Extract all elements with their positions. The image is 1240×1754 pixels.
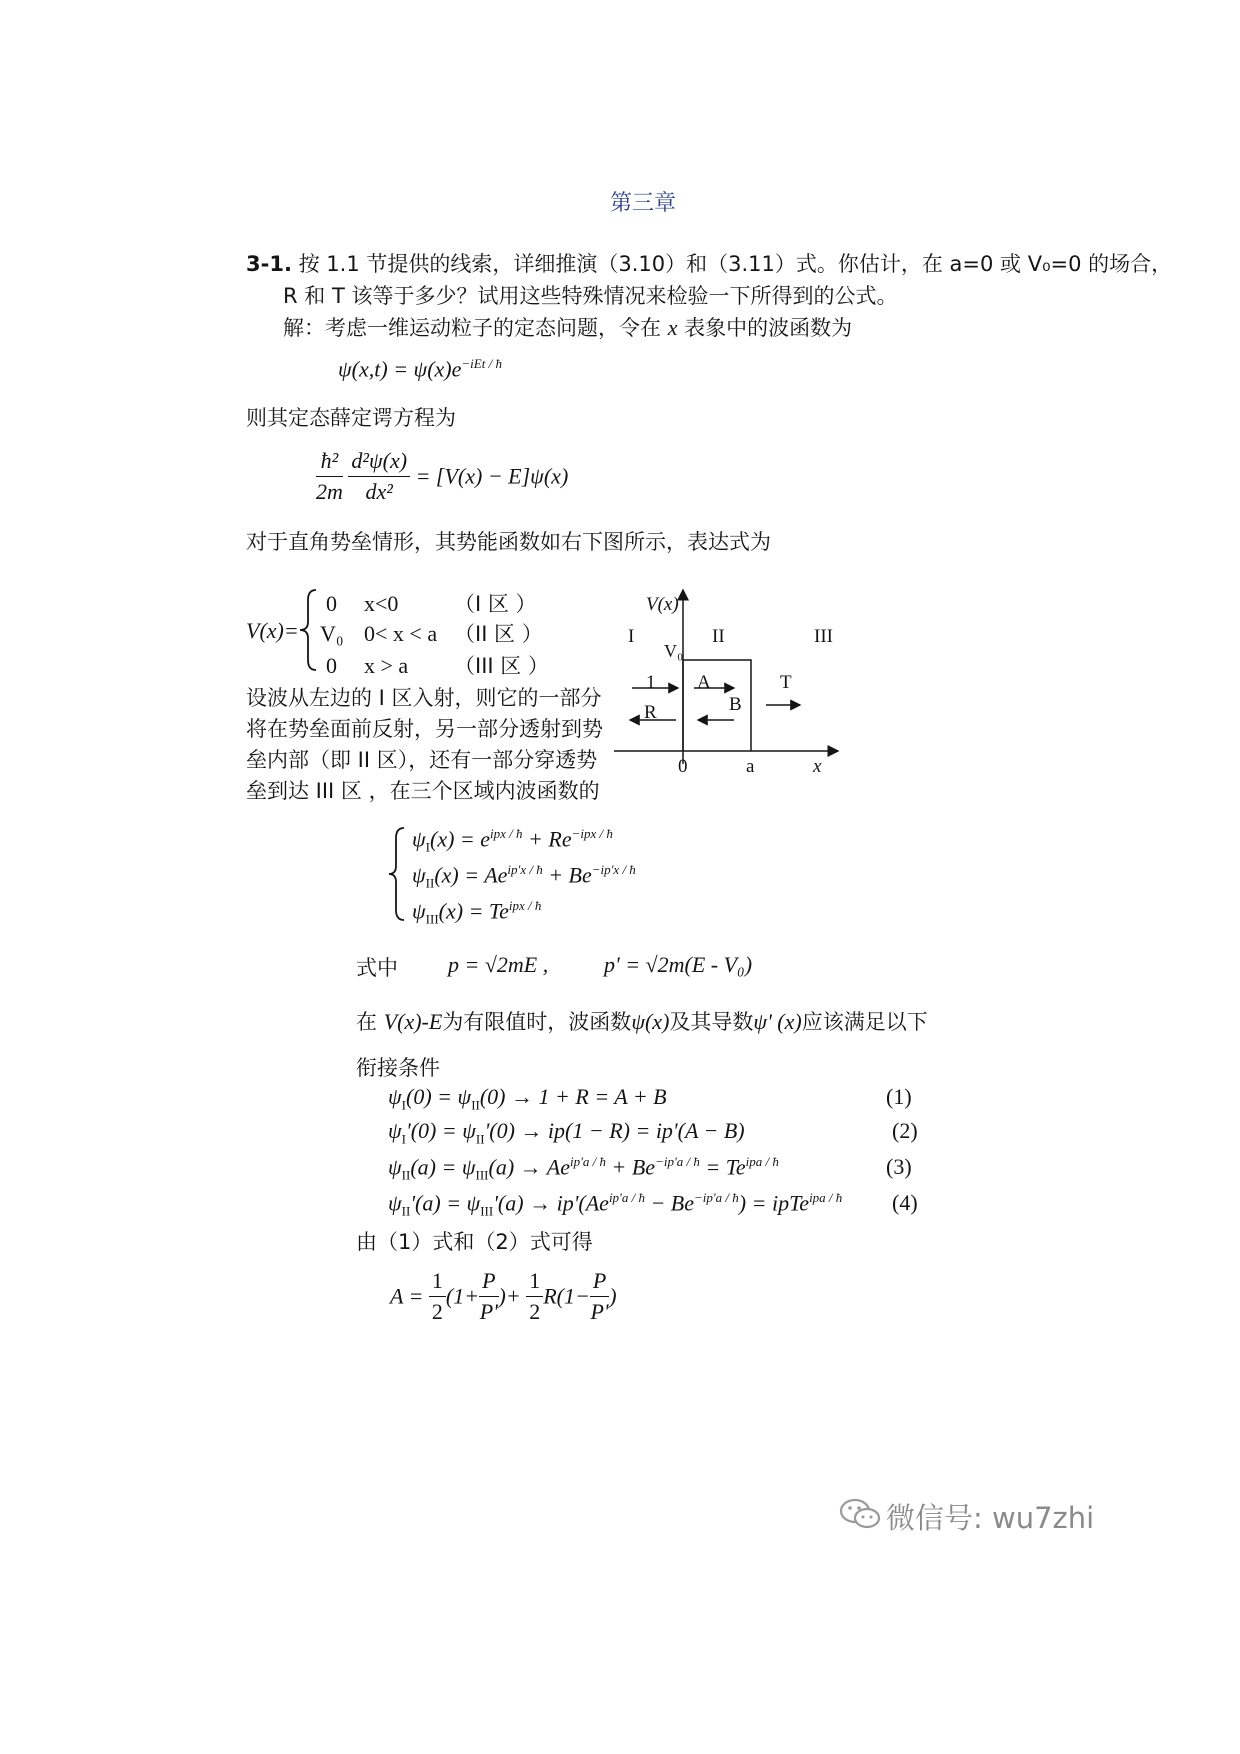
frac-hbar <box>316 448 343 505</box>
wf3-psi: ψ <box>412 898 426 924</box>
diagram-v0-label: V₀ <box>664 641 684 661</box>
potential-row-1 <box>326 588 537 618</box>
diagram-label-t: T <box>780 672 792 693</box>
final-half-2 <box>526 1268 543 1325</box>
wf3-sub: III <box>425 911 439 927</box>
frac-hbar-den: 2m <box>316 479 343 504</box>
final-half-1-den: 2 <box>431 1299 443 1324</box>
condition-psi: ψ(x) <box>631 1009 670 1034</box>
final-ratio-1 <box>479 1268 498 1325</box>
problem-line-2: R 和 T 该等于多少？试用这些特殊情况来检验一下所得到的公式。 <box>283 284 898 308</box>
wavefunction-brace <box>386 826 408 922</box>
condition-4-number: (4) <box>892 1190 918 1215</box>
diagram-region-3: III <box>814 626 833 647</box>
diagram-label-1: 1 <box>646 672 656 693</box>
diagram-region-1: I <box>628 626 635 647</box>
condition-4: $\psi_{II}'(a) = \psi_{III}'(a) \to ip'(Ae^{ip'a / ħ} - Be^{-ip'a / ħ})$ = ipTe$^{ipa / ħ}$ <box>388 1190 843 1219</box>
diagram-region-2: II <box>712 626 725 647</box>
schrodinger-rhs: = [V(x) − E]ψ(x) <box>415 463 569 489</box>
potential-cond-3: x > a <box>364 653 409 678</box>
condition-2: $\psi_I'(0) = \psi_{II}'(0) \to ip(1 - R) = ip'(A - B)$ <box>388 1118 745 1147</box>
frac-deriv-den: dx² <box>365 479 393 504</box>
final-ratio-2-den: P' <box>590 1299 609 1324</box>
wf1-rest: (x) = e <box>430 826 491 852</box>
problem-number: 3-1. <box>246 252 292 276</box>
wf2-rest: (x) = Ae <box>434 862 508 888</box>
potential-brace <box>296 588 320 672</box>
condition-3-number: (3) <box>886 1154 912 1179</box>
wavefunction-3 <box>412 898 541 928</box>
potential-value-3: 0 <box>326 653 337 678</box>
potential-value-1: 0 <box>326 591 337 616</box>
diagram-label-b: B <box>729 694 742 715</box>
wechat-icon <box>838 1496 882 1532</box>
final-ratio-1-num: P <box>479 1268 498 1297</box>
wf2-exp1: ip'x / ħ <box>507 862 543 877</box>
wf2-mid: + Be <box>542 862 592 888</box>
schrodinger-intro: 则其定态薛定谔方程为 <box>246 406 456 430</box>
condition-1: $\psi_I(0) = \psi_{II}(0) \to 1 + R = A + B$ <box>388 1084 667 1113</box>
condition-b: 为有限值时，波函数 <box>442 1010 632 1034</box>
final-part1: (1+ <box>445 1283 480 1309</box>
wave-text-4: 垒到达 III 区 ，在三个区域内波函数的 <box>246 779 600 803</box>
wf1-sub: I <box>425 839 431 855</box>
wf1-exp2: −ipx / ħ <box>571 826 613 841</box>
final-lhs: A = <box>390 1283 424 1309</box>
final-half-1-num: 1 <box>429 1268 446 1297</box>
wave-text-3: 垒内部（即 II 区），还有一部分穿透势 <box>246 748 598 772</box>
potential-region-3: （III 区 ） <box>454 654 549 678</box>
wave-text-1: 设波从左边的 I 区入射，则它的一部分 <box>246 686 602 710</box>
final-half-2-num: 1 <box>526 1268 543 1297</box>
final-part2-end: ) <box>609 1283 617 1309</box>
wf2-psi: ψ <box>412 862 426 888</box>
condition-2-number: (2) <box>892 1118 918 1143</box>
final-half-1 <box>429 1268 446 1325</box>
diagram-x-label: x <box>813 756 822 777</box>
diagram-y-label: V(x) <box>646 594 679 615</box>
diagram-label-a: A <box>697 672 711 693</box>
final-ratio-1-den: P' <box>479 1299 498 1324</box>
final-part1-end: )+ <box>498 1283 521 1309</box>
diagram-tick-0: 0 <box>678 756 688 777</box>
frac-deriv-num: d²ψ(x) <box>348 448 410 477</box>
diagram-tick-a: a <box>746 756 755 777</box>
solution-intro-var: x <box>667 315 678 340</box>
final-part2: R(1− <box>543 1283 590 1309</box>
potential-row-3 <box>326 650 549 680</box>
condition-c: 及其导数 <box>669 1010 754 1034</box>
potential-cond-2: 0< x < a <box>364 621 438 646</box>
wf1-exp1: ipx / ħ <box>490 826 523 841</box>
condition-3: $\psi_{II}(a) = \psi_{III}(a) \to Ae^{ip'a / ħ} + Be^{-ip'a / ħ} = Te^{ipa / ħ}$ <box>388 1154 779 1183</box>
condition-a: 在 <box>356 1010 377 1034</box>
solution-intro <box>283 312 852 342</box>
potential-row-2 <box>320 618 543 648</box>
p-definition: p = √2mE , <box>448 952 549 977</box>
wavefunction-1 <box>412 826 613 856</box>
eq-wavefunction-body: ψ(x,t) = ψ(x)e <box>338 356 462 382</box>
potential-cond-1: x<0 <box>364 591 399 616</box>
final-half-2-den: 2 <box>529 1299 541 1324</box>
barrier-intro: 对于直角势垒情形，其势能函数如右下图所示，表达式为 <box>246 530 771 554</box>
eq-schrodinger <box>316 448 568 505</box>
condition-1-number: (1) <box>886 1084 912 1109</box>
pprime-definition: p' = √2m(E - V₀) <box>604 952 753 977</box>
wave-text-2: 将在势垒面前反射，另一部分透射到势 <box>246 717 603 741</box>
solution-intro-b: 表象中的波函数为 <box>684 316 853 340</box>
condition-d: 应该满足以下 <box>801 1010 928 1034</box>
final-equation <box>390 1268 617 1325</box>
final-ratio-2-num: P <box>590 1268 609 1297</box>
potential-region-2: （II 区 ） <box>454 622 543 646</box>
frac-hbar-num: ħ² <box>316 448 343 477</box>
wf3-exp1: ipx / ħ <box>508 898 542 913</box>
diagram-label-r: R <box>644 702 657 723</box>
eq-wavefunction-exp: −iEt / ħ <box>461 356 502 371</box>
wf1-mid: + Re <box>522 826 572 852</box>
potential-region-1: （I 区 ） <box>454 592 537 616</box>
solution-intro-a: 解：考虑一维运动粒子的定态问题，令在 <box>283 316 661 340</box>
condition-dpsi: ψ' (x) <box>753 1009 802 1034</box>
junction-label: 衔接条件 <box>356 1056 440 1080</box>
chapter-title: 第三章 <box>610 191 677 216</box>
wf2-exp2: −ip'x / ħ <box>591 862 636 877</box>
condition-var: V(x)-E <box>383 1009 443 1034</box>
potential-lhs: V(x)= <box>246 618 299 643</box>
wf3-rest: (x) = Te <box>438 898 509 924</box>
where-label: 式中 <box>356 956 398 980</box>
wf1-psi: ψ <box>412 826 426 852</box>
problem-text-1: 按 1.1 节提供的线索，详细推演（3.10）和（3.11）式。你估计，在 a=0 或 V₀=0 的场合， <box>298 252 1173 276</box>
wavefunction-2 <box>412 862 636 892</box>
derive-text: 由（1）式和（2）式可得 <box>356 1230 593 1254</box>
potential-value-2: V₀ <box>320 621 344 646</box>
condition-sentence <box>356 1006 928 1036</box>
problem-line-1 <box>246 248 1172 278</box>
wf2-sub: II <box>425 875 435 891</box>
eq-wavefunction <box>338 356 502 382</box>
final-ratio-2 <box>590 1268 609 1325</box>
watermark-text: 微信号: wu7zhi <box>886 1501 1095 1535</box>
frac-deriv <box>348 448 410 505</box>
